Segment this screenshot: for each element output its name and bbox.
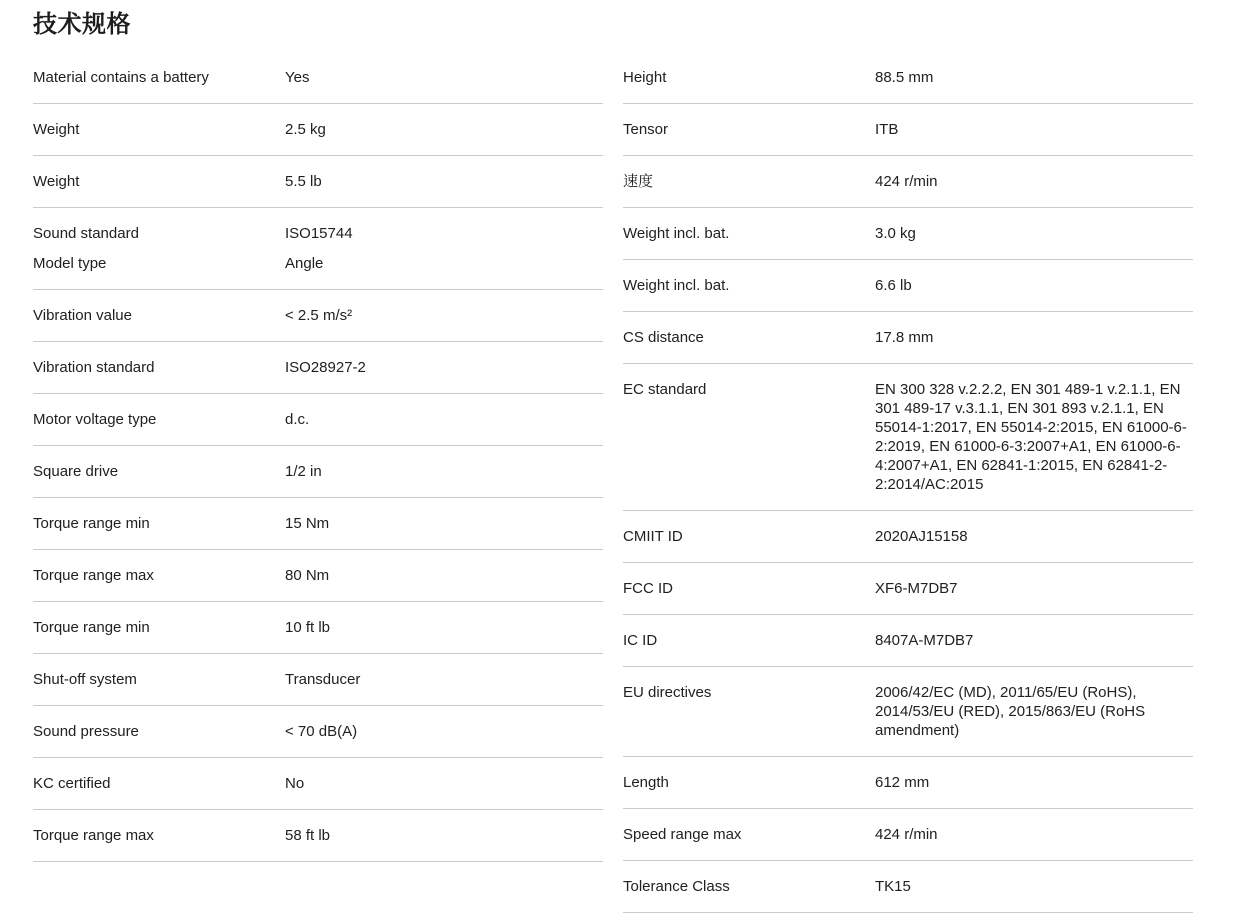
spec-label: Sound pressure — [33, 723, 139, 740]
spec-row — [623, 364, 1193, 511]
spec-row — [623, 511, 1193, 563]
spec-label: Length — [623, 774, 669, 791]
spec-row — [33, 394, 603, 446]
spec-row — [33, 446, 603, 498]
spec-value: 88.5 mm — [875, 69, 934, 86]
spec-row — [33, 290, 603, 342]
spec-label: Weight — [33, 121, 80, 138]
spec-row — [623, 615, 1193, 667]
spec-row — [623, 757, 1193, 809]
spec-row — [623, 667, 1193, 757]
spec-row — [33, 156, 603, 208]
spec-label: Model type — [33, 255, 107, 272]
spec-value: 8407A-M7DB7 — [875, 632, 974, 649]
spec-value: 3.0 kg — [875, 225, 916, 242]
page-title: 技术规格 — [33, 11, 131, 38]
spec-value: 10 ft lb — [285, 619, 331, 636]
spec-value: TK15 — [875, 878, 911, 895]
spec-value: 5.5 lb — [285, 173, 322, 190]
spec-row — [33, 654, 603, 706]
spec-value: XF6-M7DB7 — [875, 580, 958, 597]
spec-value: ITB — [875, 121, 899, 138]
spec-row — [623, 312, 1193, 364]
spec-label: Tolerance Class — [623, 878, 730, 895]
spec-value: ISO15744 — [285, 225, 353, 242]
spec-label: Vibration standard — [33, 359, 155, 376]
spec-label: EU directives — [623, 684, 712, 701]
spec-row — [623, 809, 1193, 861]
spec-label: Height — [623, 69, 667, 86]
spec-label: KC certified — [33, 775, 111, 792]
spec-value: No — [285, 775, 305, 792]
spec-row — [33, 104, 603, 156]
spec-label: Speed range max — [623, 826, 742, 843]
spec-value: ISO28927-2 — [285, 359, 366, 376]
spec-label: Tensor — [623, 121, 669, 138]
spec-value: 6.6 lb — [875, 277, 912, 294]
spec-row — [33, 208, 603, 248]
spec-label: Material contains a battery — [33, 69, 209, 86]
spec-label: IC ID — [623, 632, 658, 649]
spec-value: 424 r/min — [875, 173, 938, 190]
spec-label: Motor voltage type — [33, 411, 157, 428]
spec-value: d.c. — [285, 411, 310, 428]
spec-row — [33, 706, 603, 758]
spec-value: Angle — [285, 255, 324, 272]
spec-row — [33, 52, 603, 104]
spec-label: Weight incl. bat. — [623, 277, 730, 294]
spec-label: FCC ID — [623, 580, 673, 597]
spec-value: 80 Nm — [285, 567, 330, 584]
spec-value: < 70 dB(A) — [285, 723, 358, 740]
spec-label: Torque range min — [33, 619, 150, 636]
spec-row — [623, 563, 1193, 615]
spec-label: EC standard — [623, 381, 707, 398]
spec-value: Transducer — [285, 671, 361, 688]
spec-value: 2.5 kg — [285, 121, 326, 138]
spec-label: Sound standard — [33, 225, 139, 242]
spec-value: 15 Nm — [285, 515, 330, 532]
spec-row — [623, 260, 1193, 312]
spec-label: 速度 — [623, 173, 654, 190]
spec-value: 2020AJ15158 — [875, 528, 968, 545]
spec-row — [623, 52, 1193, 104]
spec-label: CMIIT ID — [623, 528, 683, 545]
spec-row — [33, 602, 603, 654]
spec-row — [623, 104, 1193, 156]
spec-row — [33, 342, 603, 394]
spec-value: < 2.5 m/s² — [285, 307, 353, 324]
spec-row — [623, 156, 1193, 208]
spec-label: Torque range max — [33, 827, 154, 844]
spec-value: 17.8 mm — [875, 329, 934, 346]
spec-label: CS distance — [623, 329, 704, 346]
spec-label: Torque range max — [33, 567, 154, 584]
spec-value: Yes — [285, 69, 310, 86]
spec-value: 424 r/min — [875, 826, 938, 843]
spec-label: Weight — [33, 173, 80, 190]
spec-row — [623, 861, 1193, 913]
spec-row — [33, 498, 603, 550]
spec-value: EN 300 328 v.2.2.2, EN 301 489-1 v.2.1.1, EN 301 489-17 v.3.1.1, EN 301 893 v.2.1.1, EN 55014-1:2017, EN 55014-2:2015, EN 61000-6-2:2019, EN 61000-6-3:2007+A1, EN 61000-6-4:2007+A1, EN 62841-1:2015, EN 62841-2-2:2014/AC:2015 — [875, 381, 1187, 493]
spec-row — [33, 758, 603, 810]
spec-value: 58 ft lb — [285, 827, 331, 844]
spec-label: Torque range min — [33, 515, 150, 532]
spec-column-left — [33, 52, 603, 862]
spec-value: 1/2 in — [285, 463, 322, 480]
spec-table — [33, 52, 1252, 913]
spec-label: Weight incl. bat. — [623, 225, 730, 242]
spec-row — [33, 248, 603, 290]
spec-value: 612 mm — [875, 774, 930, 791]
spec-label: Shut-off system — [33, 671, 137, 688]
spec-row — [33, 810, 603, 862]
spec-value: 2006/42/EC (MD), 2011/65/EU (RoHS), 2014/53/EU (RED), 2015/863/EU (RoHS amendment) — [875, 684, 1146, 739]
spec-row — [33, 550, 603, 602]
spec-label: Square drive — [33, 463, 119, 480]
spec-row — [623, 208, 1193, 260]
spec-column-right — [623, 52, 1193, 913]
spec-label: Vibration value — [33, 307, 132, 324]
technical-specifications-section — [0, 8, 1252, 913]
